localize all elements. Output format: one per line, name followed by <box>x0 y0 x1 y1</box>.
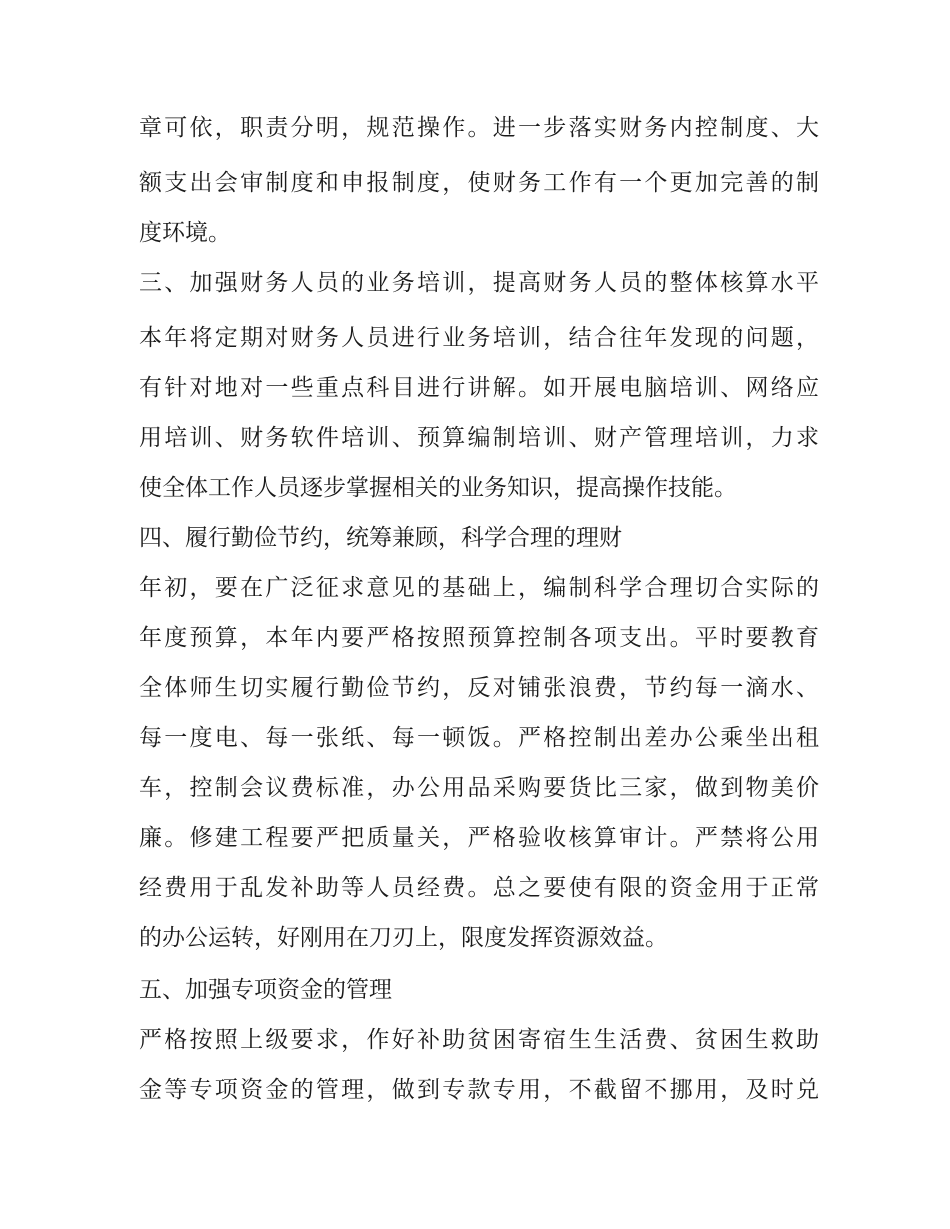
text-line: 金等专项资金的管理，做到专款专用，不截留不挪用，及时兑 <box>139 1077 819 1103</box>
section-heading-3: 三、加强财务人员的业务培训，提高财务人员的整体核算水平 <box>139 270 819 296</box>
text-line: 本年将定期对财务人员进行业务培训，结合往年发现的问题， <box>139 325 819 351</box>
text-line: 严格按照上级要求，作好补助贫困寄宿生生活费、贫困生救助 <box>139 1027 819 1053</box>
section-heading-4: 四、履行勤俭节约，统筹兼顾，科学合理的理财 <box>139 525 622 551</box>
text-line: 全体师生切实履行勤俭节约，反对铺张浪费，节约每一滴水、 <box>139 675 819 701</box>
text-line: 年初，要在广泛征求意见的基础上，编制科学合理切合实际的 <box>139 575 819 601</box>
text-line: 的办公运转，好刚用在刀刃上，限度发挥资源效益。 <box>139 925 668 951</box>
text-line: 度环境。 <box>139 220 231 246</box>
text-line: 车，控制会议费标准，办公用品采购要货比三家，做到物美价 <box>139 775 819 801</box>
text-line: 经费用于乱发补助等人员经费。总之要使有限的资金用于正常 <box>139 875 819 901</box>
text-line: 有针对地对一些重点科目进行讲解。如开展电脑培训、网络应 <box>139 375 819 401</box>
text-line: 额支出会审制度和申报制度，使财务工作有一个更加完善的制 <box>139 170 819 196</box>
text-line: 每一度电、每一张纸、每一顿饭。严格控制出差办公乘坐出租 <box>139 725 819 751</box>
text-line: 使全体工作人员逐步掌握相关的业务知识，提高操作技能。 <box>139 475 737 501</box>
text-line: 章可依，职责分明，规范操作。进一步落实财务内控制度、大 <box>139 115 819 141</box>
text-line: 廉。修建工程要严把质量关，严格验收核算审计。严禁将公用 <box>139 825 819 851</box>
text-line: 年度预算，本年内要严格按照预算控制各项支出。平时要教育 <box>139 625 819 651</box>
text-line: 用培训、财务软件培训、预算编制培训、财产管理培训，力求 <box>139 425 819 451</box>
section-heading-5: 五、加强专项资金的管理 <box>139 977 392 1003</box>
